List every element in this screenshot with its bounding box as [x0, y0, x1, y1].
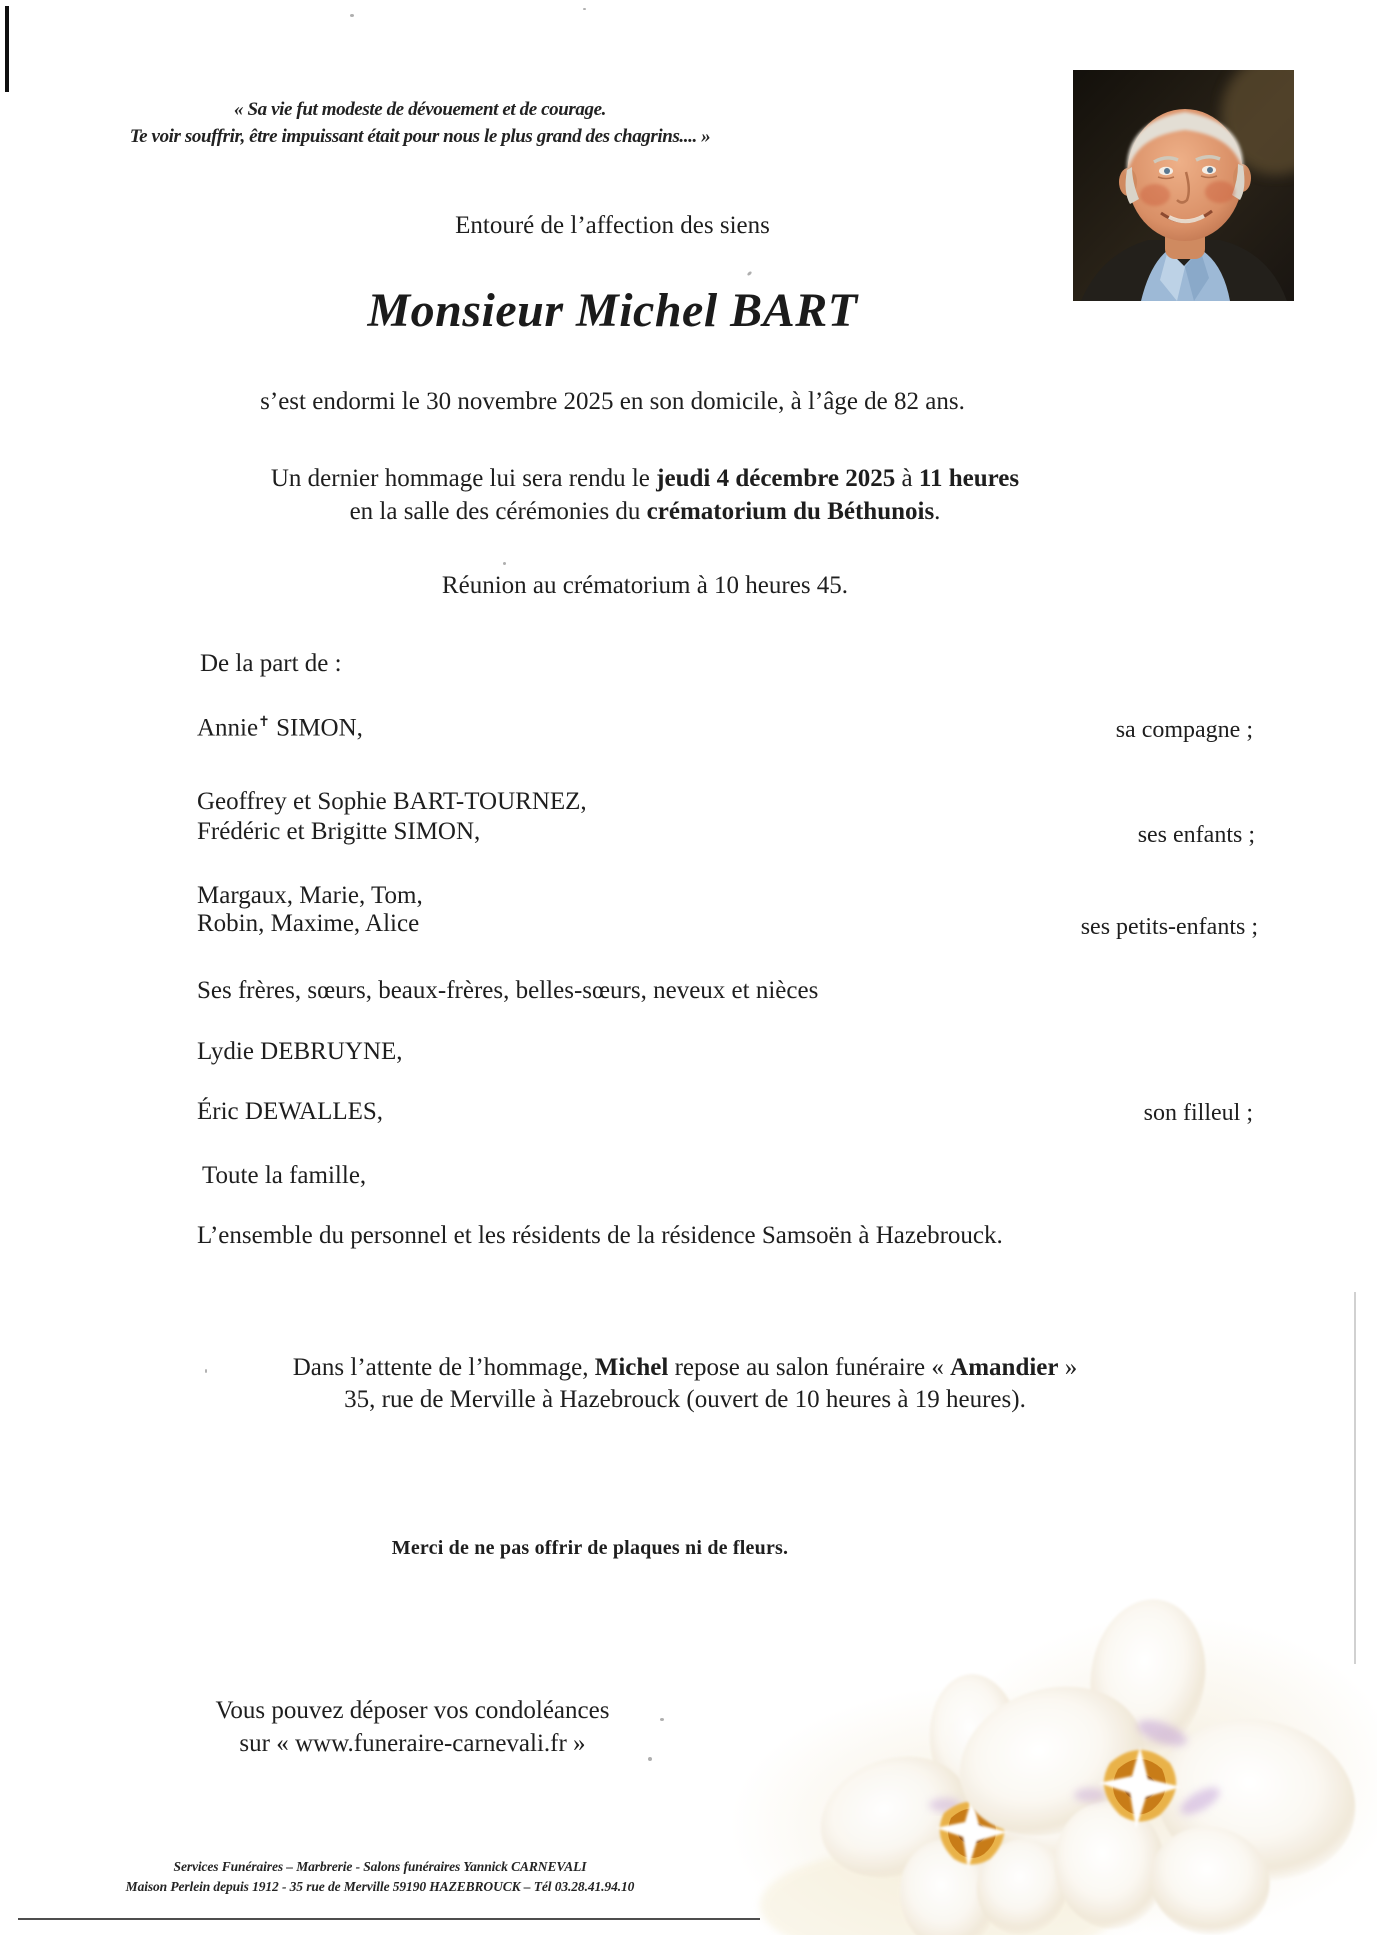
- quote-line-1: « Sa vie fut modeste de dévouement et de courage.: [234, 99, 606, 120]
- ceremony-block: [215, 462, 1075, 528]
- scan-speck: [503, 562, 506, 565]
- family-row-godson: Éric DEWALLES,: [197, 1098, 384, 1125]
- footer-divider: [18, 1918, 760, 1920]
- resting-text: »: [1058, 1354, 1078, 1381]
- ceremony-line-1: [215, 462, 1075, 495]
- resting-place-line-2: 35, rue de Merville à Hazebrouck (ouvert de 10 heures à 19 heures).: [344, 1386, 1026, 1413]
- epitaph-quote: [110, 96, 730, 150]
- family-row-staff: L’ensemble du personnel et les résidents de la résidence Samsoën à Hazebrouck.: [197, 1222, 1003, 1249]
- condolences-line-1: Vous pouvez déposer vos condoléances: [215, 1697, 610, 1724]
- ceremony-time: 11 heures: [918, 465, 1020, 492]
- relation-godson: son filleul ;: [1143, 1100, 1253, 1126]
- family-row-children-1: Geoffrey et Sophie BART-TOURNEZ,: [197, 788, 587, 815]
- relation-children: ses enfants ;: [1137, 822, 1255, 848]
- companion-name: Annie: [197, 714, 259, 742]
- no-flowers-line: Merci de ne pas offrir de plaques ni de fleurs.: [391, 1537, 789, 1559]
- scan-speck: [747, 271, 753, 277]
- scan-speck: [205, 1369, 207, 1373]
- family-row-children-2: Frédéric et Brigitte SIMON,: [197, 818, 481, 845]
- resting-place-block: [245, 1352, 1125, 1416]
- from-label: De la part de :: [200, 650, 342, 677]
- orchid-flowers-image: [690, 1565, 1377, 1935]
- companion-name-rest: SIMON,: [269, 714, 363, 742]
- funeral-home-name: Amandier: [950, 1354, 1059, 1381]
- ceremony-date: jeudi 4 décembre 2025: [656, 465, 896, 492]
- relation-companion: sa compagne ;: [1115, 717, 1253, 743]
- condolences-block: [150, 1694, 675, 1760]
- ceremony-line-2: [215, 495, 1075, 528]
- deceased-cross-icon: ✝: [258, 715, 270, 730]
- family-row-whole-family: Toute la famille,: [202, 1162, 367, 1189]
- family-row-grandchildren-2: Robin, Maxime, Alice: [197, 910, 420, 937]
- ceremony-text: à: [895, 465, 919, 492]
- death-line: s’est endormi le 30 novembre 2025 en son domicile, à l’âge de 82 ans.: [260, 388, 965, 415]
- family-row-lydie: Lydie DEBRUYNE,: [197, 1038, 403, 1065]
- footer-services-line: Services Funéraires – Marbrerie - Salons funéraires Yannick CARNEVALI: [173, 1859, 587, 1874]
- resting-place-line-1: [245, 1352, 1125, 1384]
- family-row-companion: [197, 714, 363, 742]
- ceremony-text: .: [934, 498, 941, 525]
- ceremony-text: Un dernier hommage lui sera rendu le: [270, 465, 657, 492]
- ceremony-place: crématorium du Béthunois: [646, 498, 935, 525]
- footer-address-line: Maison Perlein depuis 1912 - 35 rue de Merville 59190 HAZEBROUCK – Tél 03.28.41.94.10: [125, 1879, 635, 1894]
- scan-artifact-left-edge: [5, 6, 9, 92]
- resting-text: repose au salon funéraire «: [668, 1354, 951, 1381]
- portrait-photo: [1073, 70, 1294, 301]
- resting-first-name: Michel: [594, 1354, 669, 1381]
- intro-line: Entouré de l’affection des siens: [455, 212, 770, 239]
- family-row-grandchildren-1: Margaux, Marie, Tom,: [197, 882, 423, 909]
- scan-speck: [350, 14, 354, 17]
- resting-text: Dans l’attente de l’hommage,: [292, 1354, 595, 1381]
- ceremony-text: en la salle des cérémonies du: [349, 498, 647, 525]
- scan-speck: [583, 8, 586, 10]
- meeting-line: Réunion au crématorium à 10 heures 45.: [441, 572, 849, 599]
- funeral-home-footer: [95, 1857, 665, 1897]
- condolences-website: sur « www.funeraire-carnevali.fr »: [239, 1730, 586, 1757]
- deceased-name: Monsieur Michel BART: [367, 284, 858, 337]
- relation-grandchildren: ses petits-enfants ;: [1080, 914, 1258, 940]
- quote-line-2: Te voir souffrir, être impuissant était pour nous le plus grand des chagrins.... »: [129, 126, 711, 147]
- family-row-siblings: Ses frères, sœurs, beaux-frères, belles-sœurs, neveux et nièces: [197, 977, 819, 1004]
